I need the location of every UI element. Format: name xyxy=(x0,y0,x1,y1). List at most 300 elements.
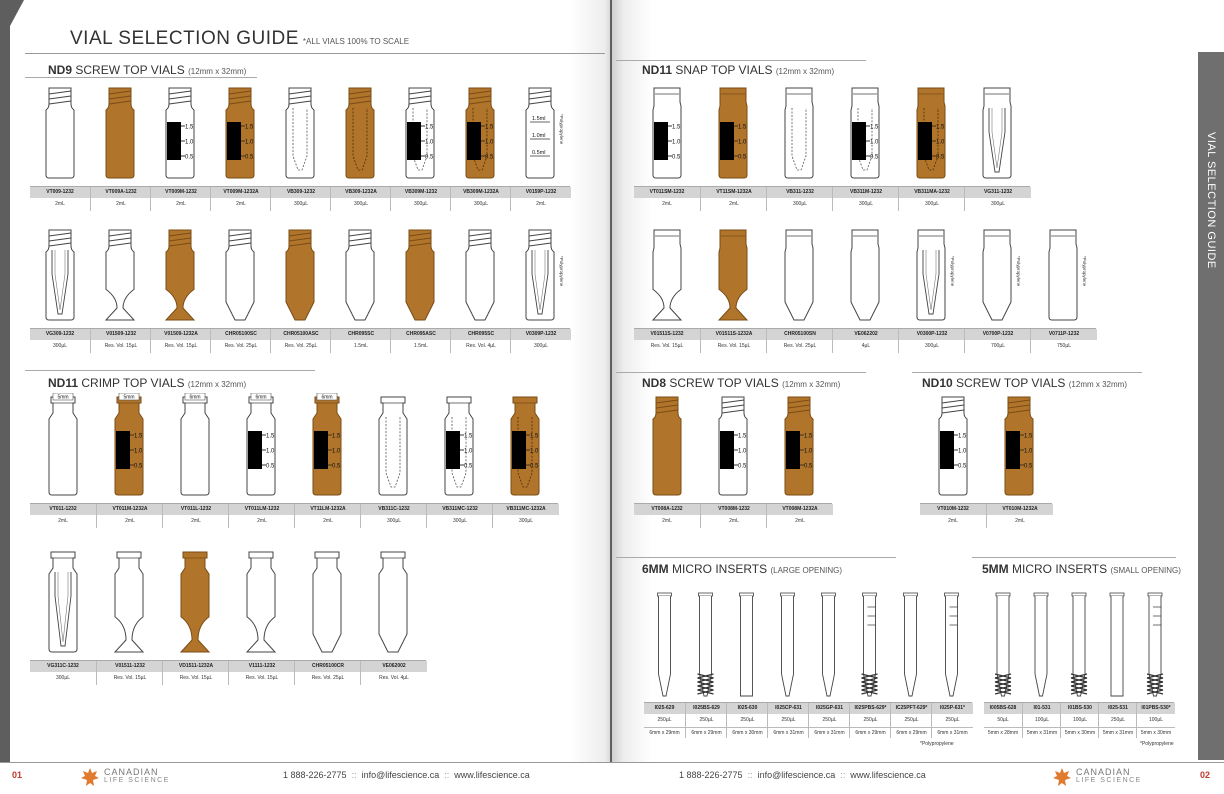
product-code: VT010M-1232A xyxy=(987,504,1053,515)
polypropylene-footnote: *Polypropylene xyxy=(920,741,954,747)
product-volume: 300µL xyxy=(52,343,67,349)
vial-illustration xyxy=(700,84,766,184)
insert-dimensions: 6mm x 31mm xyxy=(809,727,850,738)
product-code: VB311MC-1232 xyxy=(427,504,493,515)
company-logo-left: CANADIAN LIFE SCIENCE xyxy=(80,767,180,787)
product-volume: 1.5mL xyxy=(414,343,428,349)
product-volume: 300µL xyxy=(293,201,308,207)
product-cell xyxy=(634,504,700,528)
product-cell xyxy=(228,504,295,528)
product-code: VT008M-1232 xyxy=(701,504,767,515)
product-cell xyxy=(330,187,391,211)
vial-item xyxy=(150,84,210,184)
email-link[interactable]: info@lifescience.ca xyxy=(757,770,836,780)
svg-text:1.5: 1.5 xyxy=(185,124,194,131)
svg-text:5mm: 5mm xyxy=(123,394,135,401)
svg-text:1.0: 1.0 xyxy=(738,448,747,455)
insert-item xyxy=(767,585,808,700)
side-tab-label: VIAL SELECTION GUIDE xyxy=(1205,132,1217,269)
product-volume: 750µL xyxy=(1056,343,1071,349)
product-code: V01511-1232 xyxy=(97,661,163,672)
section-title-nd11-snap: ND11 SNAP TOP VIALS (12mm x 32mm) xyxy=(642,63,835,77)
product-cell xyxy=(96,661,163,685)
product-cell xyxy=(210,187,271,211)
insert-code: I01BS-530 xyxy=(1061,703,1099,714)
product-cell xyxy=(426,504,493,528)
phone-number: 1 888-226-2775 xyxy=(679,770,743,780)
svg-text:0.5: 0.5 xyxy=(672,154,681,161)
vial-item xyxy=(898,226,964,326)
vial-illustration xyxy=(832,84,898,184)
product-cell xyxy=(450,187,511,211)
product-code: VT011-1232 xyxy=(30,504,96,515)
section-rule xyxy=(616,557,896,558)
product-cell xyxy=(986,504,1053,528)
product-volume: Res. Vol. 15µL xyxy=(164,343,198,349)
vial-illustration xyxy=(390,226,450,326)
product-cell xyxy=(96,504,163,528)
footer-rule xyxy=(0,762,1224,763)
svg-text:6mm: 6mm xyxy=(189,394,201,401)
product-volume: 2mL xyxy=(729,201,739,207)
insert-cell xyxy=(890,703,932,738)
insert-dimensions: 6mm x 29mm xyxy=(644,727,685,738)
product-volume: 300µL xyxy=(518,518,533,524)
vial-illustration xyxy=(270,226,330,326)
vial-illustration xyxy=(90,226,150,326)
vial-item xyxy=(510,226,570,326)
product-cell xyxy=(1030,329,1097,353)
product-code: V0300P-1232 xyxy=(899,329,965,340)
product-code: V01509-1232A xyxy=(151,329,211,340)
vial-item xyxy=(96,393,162,501)
vial-illustration xyxy=(426,393,492,501)
product-code: CHR05100ASC xyxy=(271,329,331,340)
insert-cell xyxy=(931,703,973,738)
vial-illustration xyxy=(30,393,96,501)
product-code: V1111-1232 xyxy=(229,661,295,672)
vial-illustration xyxy=(964,84,1030,184)
insert-item xyxy=(644,585,685,700)
insert-illustration xyxy=(984,585,1022,700)
svg-text:1.0: 1.0 xyxy=(530,448,539,455)
product-cell xyxy=(90,329,151,353)
svg-text:*Polypropylene: *Polypropylene xyxy=(1082,256,1087,287)
vial-illustration xyxy=(30,84,90,184)
vial-item xyxy=(964,84,1030,184)
product-code: VB311MC-1232A xyxy=(493,504,559,515)
insert-dimensions: 6mm x 31mm xyxy=(768,727,809,738)
insert-item xyxy=(1136,585,1174,700)
insert-dimensions: 6mm x 31mm xyxy=(932,727,973,738)
svg-text:1.0ml: 1.0ml xyxy=(532,133,546,139)
svg-text:*Polypropylene: *Polypropylene xyxy=(559,256,564,287)
svg-text:1.5ml: 1.5ml xyxy=(532,116,546,122)
vial-illustration xyxy=(766,393,832,501)
insert-illustration xyxy=(1022,585,1060,700)
vial-item xyxy=(30,226,90,326)
product-volume: 300µL xyxy=(792,201,807,207)
vial-illustration xyxy=(920,393,986,501)
side-tab xyxy=(1198,52,1224,760)
insert-code: IC25PFT-629* xyxy=(891,703,932,714)
product-cell xyxy=(700,504,767,528)
insert-cell xyxy=(726,703,768,738)
product-cell xyxy=(360,504,427,528)
insert-item xyxy=(1060,585,1098,700)
vial-item xyxy=(294,548,360,658)
section-title-5mm-inserts: 5MM MICRO INSERTS (SMALL OPENING) xyxy=(982,562,1181,576)
product-cell xyxy=(150,187,211,211)
product-code: V01511S-1232A xyxy=(701,329,767,340)
scale-note: *ALL VIALS 100% TO SCALE xyxy=(302,37,410,46)
insert-illustration xyxy=(1136,585,1174,700)
vial-item xyxy=(330,226,390,326)
insert-volume: 250µL xyxy=(863,717,878,723)
vial-illustration xyxy=(150,226,210,326)
product-volume: 2mL xyxy=(729,518,739,524)
product-cell xyxy=(510,329,571,353)
product-cell xyxy=(270,329,331,353)
insert-volume: 100µL xyxy=(1072,717,1087,723)
svg-text:0.5: 0.5 xyxy=(870,154,879,161)
svg-text:1.5: 1.5 xyxy=(870,124,879,131)
polypropylene-footnote: *Polypropylene xyxy=(1140,741,1174,747)
insert-item xyxy=(685,585,726,700)
section-title-6mm-inserts: 6MM MICRO INSERTS (LARGE OPENING) xyxy=(642,562,843,576)
svg-text:1.0: 1.0 xyxy=(134,448,143,455)
product-volume: 2mL xyxy=(662,201,672,207)
vial-illustration xyxy=(634,226,700,326)
product-code: VG309-1232 xyxy=(30,329,90,340)
product-code: CHR05100SN xyxy=(767,329,833,340)
product-volume: 300µL xyxy=(386,518,401,524)
product-volume: 2mL xyxy=(176,201,186,207)
insert-dimensions: 5mm x 28mm xyxy=(984,727,1022,738)
insert-volume: 100µL xyxy=(1148,717,1163,723)
vial-illustration xyxy=(228,393,294,501)
vial-illustration xyxy=(294,393,360,501)
insert-volume: 250µL xyxy=(945,717,960,723)
svg-text:1.5: 1.5 xyxy=(1024,433,1033,440)
product-code: VB309-1232 xyxy=(271,187,331,198)
vial-item xyxy=(634,84,700,184)
svg-text:6mm: 6mm xyxy=(321,394,333,401)
insert-code: I025P-631* xyxy=(932,703,973,714)
product-code: V0711P-1232 xyxy=(1031,329,1097,340)
section-title-nd8-screw: ND8 SCREW TOP VIALS (12mm x 32mm) xyxy=(642,376,841,390)
product-volume: Res. Vol. 4µL xyxy=(466,343,496,349)
vial-item xyxy=(766,393,832,501)
vial-illustration xyxy=(492,393,558,501)
insert-volume: 250µL xyxy=(904,717,919,723)
product-code: VT011LM-1232 xyxy=(229,504,295,515)
product-cell xyxy=(390,329,451,353)
svg-text:*Polypropylene: *Polypropylene xyxy=(1016,256,1021,287)
product-volume: 2mL xyxy=(191,518,201,524)
product-cell xyxy=(228,661,295,685)
svg-text:1.0: 1.0 xyxy=(936,139,945,146)
svg-text:1.0: 1.0 xyxy=(185,139,194,146)
product-cell xyxy=(30,661,96,685)
vial-illustration xyxy=(964,226,1030,326)
insert-code: I025-630 xyxy=(727,703,768,714)
vial-illustration xyxy=(162,393,228,501)
svg-text:1.5: 1.5 xyxy=(804,433,813,440)
svg-text:1.5: 1.5 xyxy=(485,124,494,131)
vial-illustration xyxy=(986,393,1052,501)
product-code: VB311M-1232 xyxy=(833,187,899,198)
vial-illustration xyxy=(510,226,570,326)
contact-info-left: 1 888-226-2775 :: info@lifescience.ca :: www.lifescience.ca xyxy=(283,770,530,780)
insert-code: I005BS-628 xyxy=(984,703,1022,714)
company-logo-right: CANADIAN LIFE SCIENCE xyxy=(1052,767,1152,787)
product-cell xyxy=(964,329,1031,353)
vial-item xyxy=(330,84,390,184)
website-link[interactable]: www.lifescience.ca xyxy=(850,770,926,780)
insert-volume: 250µL xyxy=(657,717,672,723)
product-cell xyxy=(90,187,151,211)
insert-volume: 250µL xyxy=(740,717,755,723)
product-volume: 4µL xyxy=(861,343,871,349)
insert-dimensions: 5mm x 30mm xyxy=(1061,727,1099,738)
product-cell xyxy=(766,504,833,528)
vial-illustration xyxy=(510,84,570,184)
product-volume: 300µL xyxy=(413,201,428,207)
svg-text:1.5: 1.5 xyxy=(936,124,945,131)
vial-illustration xyxy=(96,393,162,501)
product-code: CHR095SC xyxy=(331,329,391,340)
product-volume: 2mL xyxy=(257,518,267,524)
svg-text:1.5: 1.5 xyxy=(530,433,539,440)
vial-illustration xyxy=(162,548,228,658)
product-volume: Res. Vol. 25µL xyxy=(783,343,817,349)
vial-illustration xyxy=(450,226,510,326)
vial-illustration xyxy=(832,226,898,326)
product-volume: Res. Vol. 15µL xyxy=(650,343,684,349)
vial-illustration xyxy=(360,393,426,501)
insert-item xyxy=(931,585,972,700)
section-rule xyxy=(25,77,257,78)
vial-illustration xyxy=(150,84,210,184)
product-volume: Res. Vol. 4µL xyxy=(379,675,409,681)
product-volume: 300µL xyxy=(924,201,939,207)
vial-item xyxy=(920,393,986,501)
insert-illustration xyxy=(1098,585,1136,700)
svg-text:6mm: 6mm xyxy=(255,394,267,401)
product-code: CHR05100SC xyxy=(211,329,271,340)
insert-cell xyxy=(1022,703,1061,738)
product-volume: 2mL xyxy=(58,518,68,524)
product-code: VB309M-1232 xyxy=(391,187,451,198)
insert-dimensions: 6mm x 29mm xyxy=(891,727,932,738)
svg-text:1.0: 1.0 xyxy=(958,448,967,455)
vial-item xyxy=(450,226,510,326)
insert-illustration xyxy=(726,585,767,700)
vial-illustration xyxy=(360,548,426,658)
insert-cell xyxy=(808,703,850,738)
vial-item xyxy=(30,393,96,501)
product-volume: 2mL xyxy=(323,518,333,524)
product-code: VE062202 xyxy=(833,329,899,340)
svg-text:1.5: 1.5 xyxy=(738,124,747,131)
svg-text:1.0: 1.0 xyxy=(464,448,473,455)
vial-item xyxy=(90,84,150,184)
insert-illustration xyxy=(849,585,890,700)
svg-text:1.0: 1.0 xyxy=(266,448,275,455)
product-cell xyxy=(700,187,767,211)
vial-illustration xyxy=(1030,226,1096,326)
svg-text:0.5: 0.5 xyxy=(958,463,967,470)
svg-text:1.0: 1.0 xyxy=(804,448,813,455)
page-left xyxy=(10,0,610,794)
svg-text:1.0: 1.0 xyxy=(870,139,879,146)
svg-text:1.0: 1.0 xyxy=(485,139,494,146)
svg-text:0.5: 0.5 xyxy=(266,463,275,470)
product-volume: 2mL xyxy=(948,518,958,524)
product-code: VT010M-1232 xyxy=(920,504,986,515)
product-volume: 1.5mL xyxy=(354,343,368,349)
vial-item xyxy=(96,548,162,658)
product-volume: Res. Vol. 25µL xyxy=(311,675,345,681)
section-rule xyxy=(616,372,866,373)
product-cell xyxy=(832,329,899,353)
vial-illustration xyxy=(634,393,700,501)
maple-leaf-icon xyxy=(80,767,100,787)
product-table xyxy=(30,660,426,686)
section-title-nd9-screw: ND9 SCREW TOP VIALS (12mm x 32mm) xyxy=(48,63,247,77)
vial-item xyxy=(964,226,1030,326)
vial-item xyxy=(1030,226,1096,326)
vial-illustration xyxy=(450,84,510,184)
insert-illustration xyxy=(808,585,849,700)
section-title-nd11-crimp: ND11 CRIMP TOP VIALS (12mm x 32mm) xyxy=(48,376,247,390)
product-table xyxy=(30,186,570,212)
insert-volume: 250µL xyxy=(699,717,714,723)
vial-item xyxy=(426,393,492,501)
insert-cell xyxy=(849,703,891,738)
product-table xyxy=(30,328,570,354)
insert-code: I025-531 xyxy=(1099,703,1137,714)
product-volume: 300µL xyxy=(990,201,1005,207)
email-link[interactable]: info@lifescience.ca xyxy=(361,770,440,780)
vial-illustration xyxy=(898,84,964,184)
insert-dimensions: 5mm x 31mm xyxy=(1023,727,1061,738)
product-code: VB311C-1232 xyxy=(361,504,427,515)
vial-item xyxy=(832,84,898,184)
section-rule xyxy=(25,370,315,371)
vial-row-nd11-snap-2 xyxy=(634,226,1096,354)
svg-text:1.5: 1.5 xyxy=(738,433,747,440)
svg-text:0.5: 0.5 xyxy=(738,463,747,470)
insert-item xyxy=(890,585,931,700)
product-code: VG311-1232 xyxy=(965,187,1031,198)
product-cell xyxy=(920,504,986,528)
product-table xyxy=(30,503,558,529)
vial-item xyxy=(390,84,450,184)
product-volume: 2mL xyxy=(116,201,126,207)
product-cell xyxy=(492,504,559,528)
product-code: VT008A-1232 xyxy=(634,504,700,515)
vial-item xyxy=(634,226,700,326)
contact-info-right: 1 888-226-2775 :: info@lifescience.ca :: www.lifescience.ca xyxy=(679,770,926,780)
product-cell xyxy=(766,329,833,353)
insert-item xyxy=(984,585,1022,700)
product-cell xyxy=(634,187,700,211)
insert-code: I025-629 xyxy=(644,703,685,714)
insert-illustration xyxy=(644,585,685,700)
vial-item xyxy=(162,548,228,658)
product-code: VB311MA-1232 xyxy=(899,187,965,198)
product-cell xyxy=(330,329,391,353)
product-volume: 2mL xyxy=(1015,518,1025,524)
vial-illustration xyxy=(294,548,360,658)
product-cell xyxy=(510,187,571,211)
insert-volume: 100µL xyxy=(1034,717,1049,723)
product-cell xyxy=(898,329,965,353)
insert-item xyxy=(726,585,767,700)
vial-row-nd9-1 xyxy=(30,84,570,212)
product-code: VT009M-1232A xyxy=(211,187,271,198)
product-code: VB311-1232 xyxy=(767,187,833,198)
svg-text:0.5: 0.5 xyxy=(425,154,434,161)
vial-item xyxy=(360,548,426,658)
vial-row-nd9-2 xyxy=(30,226,570,354)
website-link[interactable]: www.lifescience.ca xyxy=(454,770,530,780)
insert-illustration xyxy=(931,585,972,700)
product-code: V0700P-1232 xyxy=(965,329,1031,340)
vial-row-nd11-crimp-2 xyxy=(30,548,426,686)
product-cell xyxy=(294,504,361,528)
product-code: VD1511-1232A xyxy=(163,661,229,672)
svg-text:1.0: 1.0 xyxy=(332,448,341,455)
svg-text:1.0: 1.0 xyxy=(738,139,747,146)
section-rule xyxy=(912,372,1142,373)
svg-text:1.5: 1.5 xyxy=(425,124,434,131)
vial-item xyxy=(228,548,294,658)
vial-illustration xyxy=(30,548,96,658)
vial-row-nd8 xyxy=(634,393,832,529)
product-volume: 2mL xyxy=(662,518,672,524)
svg-text:0.5ml: 0.5ml xyxy=(532,150,546,156)
product-volume: 2mL xyxy=(795,518,805,524)
vial-row-nd11-snap-1 xyxy=(634,84,1030,212)
insert-cell xyxy=(1060,703,1099,738)
svg-text:0.5: 0.5 xyxy=(485,154,494,161)
svg-text:1.0: 1.0 xyxy=(245,139,254,146)
product-code: VT011M-1232A xyxy=(97,504,163,515)
insert-dimensions: 6mm x 29mm xyxy=(686,727,727,738)
vial-illustration xyxy=(270,84,330,184)
maple-leaf-icon xyxy=(1052,767,1072,787)
product-cell xyxy=(30,187,90,211)
vial-illustration xyxy=(330,226,390,326)
product-volume: Res. Vol. 15µL xyxy=(113,675,147,681)
insert-table xyxy=(984,702,1174,739)
vial-item xyxy=(90,226,150,326)
vial-item xyxy=(700,226,766,326)
svg-text:1.5: 1.5 xyxy=(266,433,275,440)
insert-code: I025BS-629 xyxy=(686,703,727,714)
vial-item xyxy=(30,548,96,658)
page-title: VIAL SELECTION GUIDE *ALL VIALS 100% TO SCALE xyxy=(70,28,410,49)
vial-item xyxy=(700,84,766,184)
product-cell xyxy=(634,329,700,353)
vial-illustration xyxy=(700,393,766,501)
product-code: V0309P-1232 xyxy=(511,329,571,340)
vial-item xyxy=(210,226,270,326)
insert-code: I01PBS-530* xyxy=(1137,703,1175,714)
